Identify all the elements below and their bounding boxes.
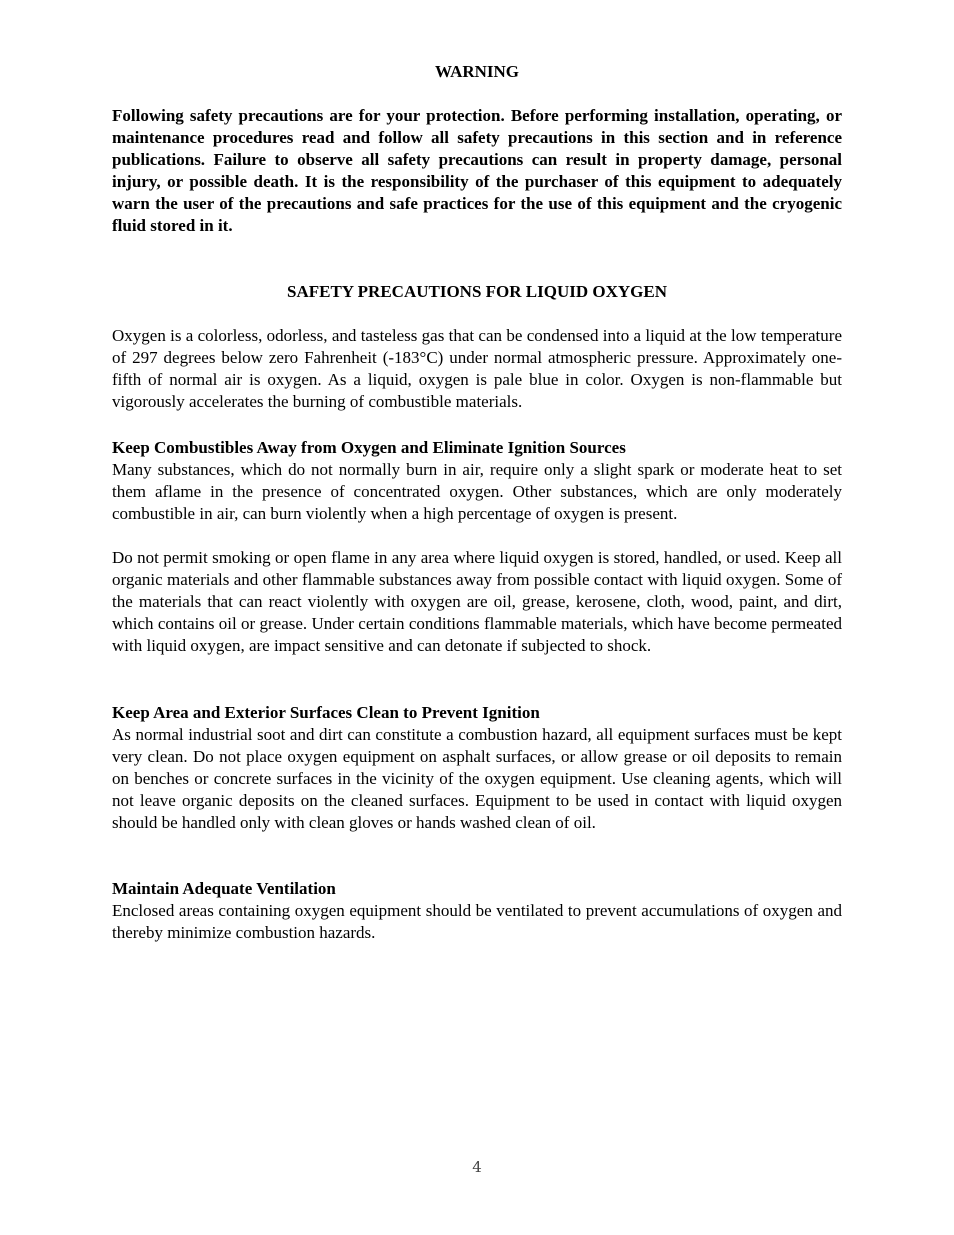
safety-title: SAFETY PRECAUTIONS FOR LIQUID OXYGEN <box>286 282 668 301</box>
warning-title: WARNING <box>434 62 520 81</box>
oxygen-intro-paragraph: Oxygen is a colorless, odorless, and tasteless gas that can be condensed into a liquid at the low temperature of 297 degrees below zero Fahrenheit (-183°C) under normal atmospheric pressure. Approximately one-fifth of normal air is oxygen. As a liquid, oxygen is pale blue in color. Oxygen is non-flammable but vigorously accelerates the burning of combustible materials. <box>112 326 842 411</box>
warning-body: Following safety precautions are for your protection. Before performing installation, operating, or maintenance procedures read and follow all safety precautions in this section and in reference publications. Failure to observe all safety precautions can result in property damage, personal injury, or possible death. It is the responsibility of the purchaser of this equipment to adequately warn the user of the precautions and safe practices for the use of this equipment and the cryogenic fluid stored in it. <box>112 106 842 235</box>
page-number: 4 <box>472 1158 482 1176</box>
section-body-clean-surfaces: As normal industrial soot and dirt can constitute a combustion hazard, all equipment surfaces must be kept very clean. Do not place oxygen equipment on asphalt surfaces, or allow grease or oil deposits to remain on benches or concrete surfaces in the vicinity of the oxygen equipment. Use cleaning agents, which will not leave organic deposits on the cleaned surfaces. Equipment to be used in contact with liquid oxygen should be handled only with clean gloves or hands washed clean of oil. <box>112 725 842 832</box>
section-heading-ventilation: Maintain Adequate Ventilation <box>112 879 336 898</box>
section-heading-clean-surfaces: Keep Area and Exterior Surfaces Clean to Prevent Ignition <box>112 703 540 722</box>
section-ventilation <box>112 878 842 944</box>
section-heading-combustibles: Keep Combustibles Away from Oxygen and Eliminate Ignition Sources <box>112 438 626 457</box>
section-combustibles <box>112 437 842 525</box>
section-body-combustibles-2: Do not permit smoking or open flame in any area where liquid oxygen is stored, handled, or used. Keep all organic materials and other flammable substances away from possible contact with liquid oxygen. Some of the materials that can react violently with oxygen are oil, grease, kerosene, cloth, wood, paint, and dirt, which contains oil or grease. Under certain conditions flammable materials, which have become permeated with liquid oxygen, are impact sensitive and can detonate if subjected to shock. <box>112 548 842 655</box>
section-body-ventilation: Enclosed areas containing oxygen equipment should be ventilated to prevent accumulations of oxygen and thereby minimize combustion hazards. <box>112 901 842 942</box>
document-page <box>112 0 842 1235</box>
section-body-combustibles: Many substances, which do not normally burn in air, require only a slight spark or moderate heat to set them aflame in the presence of concentrated oxygen. Other substances, which are only moderately combustible in air, can burn violently when a high percentage of oxygen is present. <box>112 460 842 523</box>
section-clean-surfaces <box>112 702 842 834</box>
